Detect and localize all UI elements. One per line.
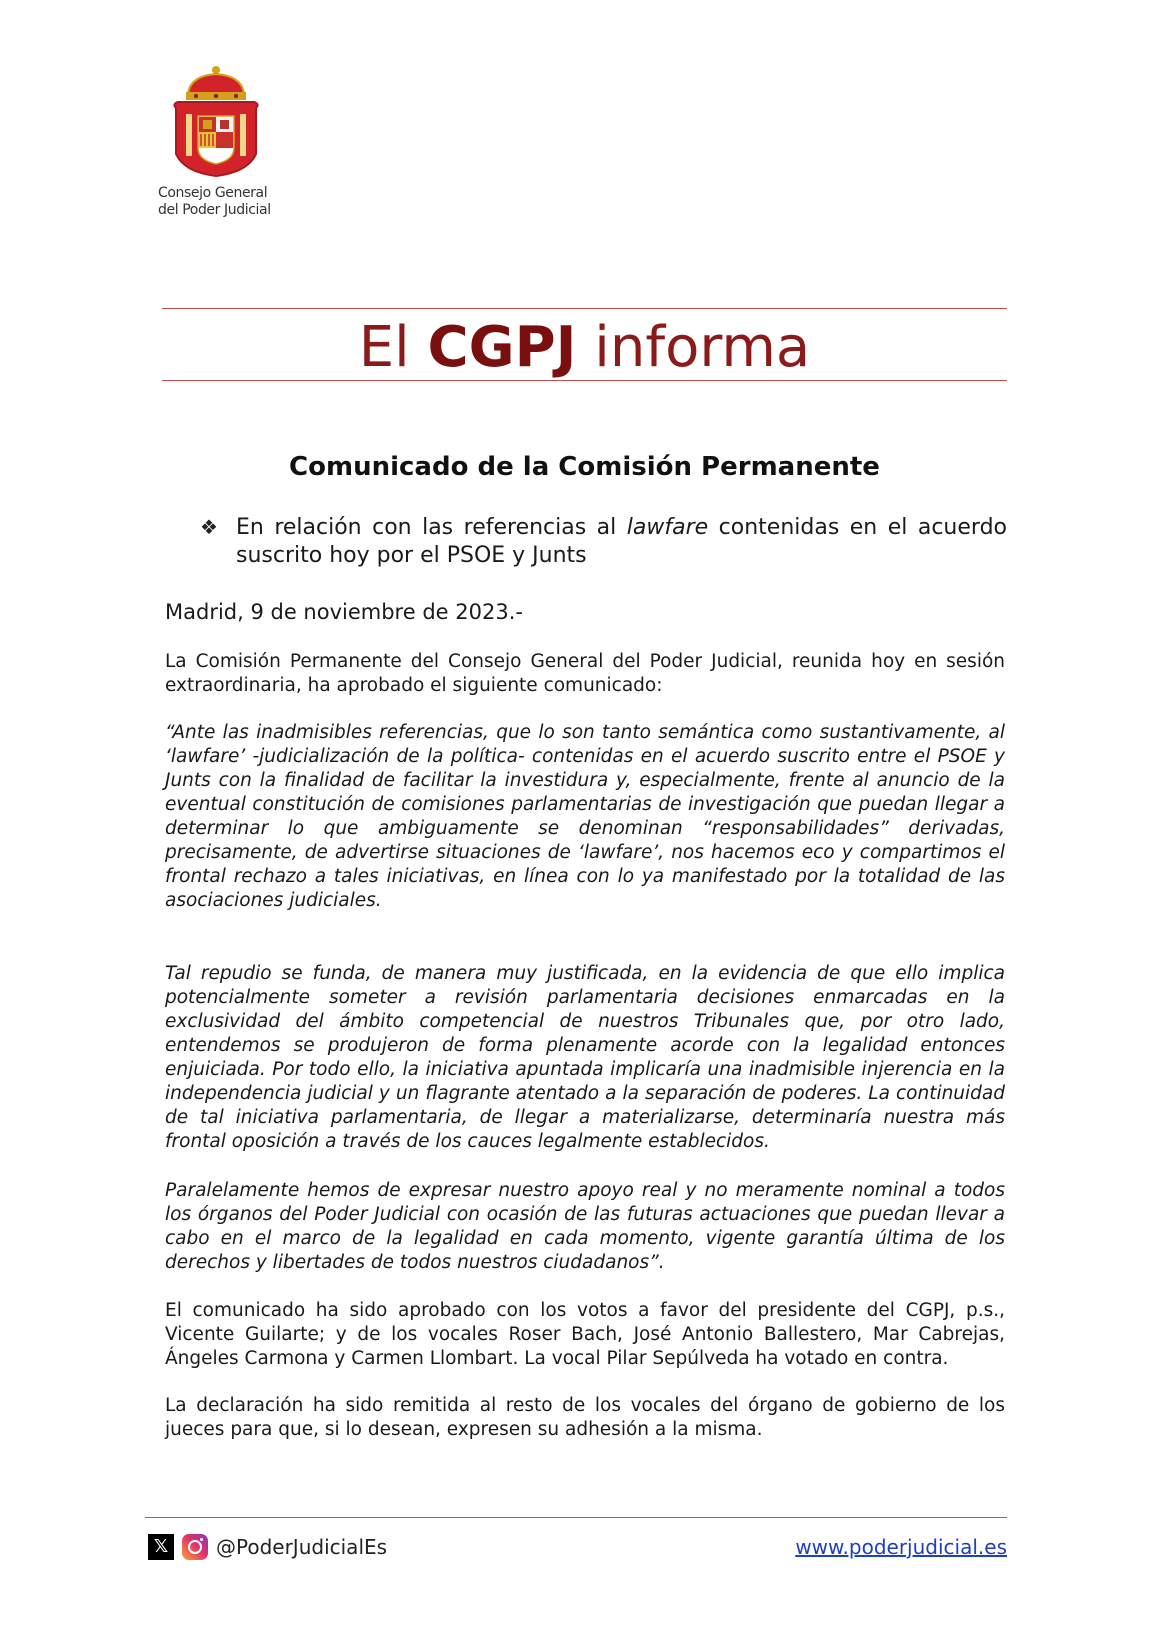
headline: Comunicado de la Comisión Permanente [289,452,880,482]
subheadline-before: En relación con las referencias al [236,515,617,540]
logo-line-1: Consejo General [158,185,268,201]
website-link[interactable]: www.poderjudicial.es [795,1535,1007,1559]
footer [148,1534,1007,1566]
masthead-bottom-rule [162,380,1007,381]
quote-paragraph-3: Paralelamente hemos de expresar nuestro apoyo real y no meramente nominal a todos los órganos del Poder Judicial con ocasión de las futuras actuaciones que puedan llevar a cabo en el marco de la legalidad en cada momento, vigente garantía última de los derechos y libertades de todos nuestros ciudadanos”. [165,1180,1005,1273]
social-handle[interactable]: @PoderJudicialEs [216,1535,388,1559]
closing-paragraph: La declaración ha sido remitida al resto de los vocales del órgano de gobierno de los jueces para que, si lo desean, expresen su adhesión a la misma. [165,1395,1005,1440]
subheadline-text [236,514,1007,570]
masthead-bold: CGPJ [427,315,577,380]
footer-rule [145,1517,1007,1518]
coat-of-arms-icon [168,64,264,179]
logo-line-2: del Poder Judicial [158,202,271,218]
dateline: Madrid, 9 de noviembre de 2023.- [165,600,523,624]
x-logo-icon[interactable]: 𝕏 [148,1534,174,1560]
masthead-suffix: informa [594,315,811,380]
diamond-bullet-icon: ❖ [200,515,218,539]
intro-paragraph: La Comisión Permanente del Consejo General del Poder Judicial, reunida hoy en sesión extraordinaria, ha aprobado el siguiente comunicado: [165,651,1005,696]
cgpj-logo [158,64,278,219]
subheadline-italic: lawfare [626,515,709,540]
subheadline-after: contenidas en el acuerdo suscrito hoy por el PSOE y Junts [236,515,1007,568]
masthead-title [162,316,1007,380]
quote-paragraph-2: Tal repudio se funda, de manera muy justificada, en la evidencia de que ello implica potencialmente someter a revisión parlamentaria decisiones enmarcadas en la exclusividad del ámbito competencial de nuestros Tribunales que, por otro lado, entendemos se produjeron de forma plenamente acorde con la legalidad entonces enjuiciada. Por todo ello, la iniciativa apuntada implicaría una inadmisible injerencia en la independencia judicial y un flagrante atentado a la separación de poderes. La continuidad de tal iniciativa parlamentaria, de llegar a materializarse, determinaría nuestra más frontal oposición a través de los cauces legalmente establecidos. [165,963,1005,1152]
masthead-top-rule [162,308,1007,309]
quote-paragraph-1: “Ante las inadmisibles referencias, que lo son tanto semántica como sustantivamente, al ‘lawfare’ -judicialización de la política- contenidas en el acuerdo suscrito entre el PSOE y Junts con la finalidad de facilitar la investidura y, especialmente, frente al anuncio de la eventual constitución de comisiones parlamentarias de investigación que puedan llegar a determinar lo que ambiguamente se denominan “responsabilidades” derivadas, precisamente, de advertirse situaciones de ‘lawfare’, nos hacemos eco y compartimos el frontal rechazo a tales iniciativas, en línea con lo ya manifestado por la totalidad de las asociaciones judiciales. [165,722,1005,911]
instagram-icon[interactable] [182,1534,208,1560]
votes-paragraph: El comunicado ha sido aprobado con los votos a favor del presidente del CGPJ, p.s., Vicente Guilarte; y de los vocales Roser Bach, José Antonio Ballestero, Mar Cabrejas, Ángeles Carmona y Carmen Llombart. La vocal Pilar Sepúlveda ha votado en contra. [165,1300,1005,1369]
masthead-prefix: El [358,315,410,380]
